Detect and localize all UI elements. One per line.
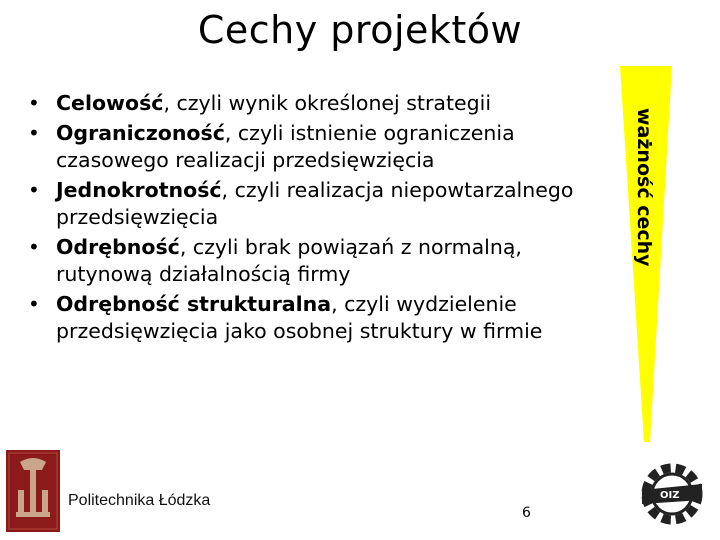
oiz-logo-text: OIZ bbox=[660, 490, 680, 501]
item-description: , czyli wydzielenie przedsięwzięcia jako osobnej struktury w firmie bbox=[56, 292, 543, 343]
university-name: Politechnika Łódzka bbox=[68, 492, 211, 509]
politechnika-lodzka-logo-icon bbox=[6, 450, 60, 532]
bullet-dot-icon: • bbox=[28, 292, 40, 316]
bullet-dot-icon: • bbox=[28, 178, 40, 202]
list-item bbox=[26, 90, 616, 117]
list-item bbox=[26, 120, 616, 174]
item-description: , czyli realizacja niepowtarzalnego przedsięwzięcia bbox=[56, 178, 574, 229]
bullet-dot-icon: • bbox=[28, 91, 40, 115]
importance-label-text: ważność cechy bbox=[633, 108, 655, 267]
item-description: , czyli istnienie ograniczenia czasowego realizacji przedsięwzięcia bbox=[56, 121, 515, 172]
bullet-dot-icon: • bbox=[28, 121, 40, 145]
list-item bbox=[26, 291, 616, 345]
page-number: 6 bbox=[522, 505, 531, 521]
item-term: Ograniczoność bbox=[56, 121, 225, 145]
item-term: Odrębność bbox=[56, 235, 180, 259]
item-description: , czyli wynik określonej strategii bbox=[163, 91, 492, 115]
bullet-dot-icon: • bbox=[28, 235, 40, 259]
item-term: Jednokrotność bbox=[56, 178, 222, 202]
slide-title: Cechy projektów bbox=[197, 8, 523, 52]
oiz-gear-logo-icon bbox=[636, 460, 708, 528]
item-term: Odrębność strukturalna bbox=[56, 292, 332, 316]
list-item bbox=[26, 234, 616, 288]
list-item bbox=[26, 177, 616, 231]
importance-label bbox=[618, 102, 678, 302]
feature-list bbox=[26, 90, 616, 348]
item-description: , czyli brak powiązań z normalną, rutynową działalnością firmy bbox=[56, 235, 522, 286]
item-term: Celowość bbox=[56, 91, 164, 115]
